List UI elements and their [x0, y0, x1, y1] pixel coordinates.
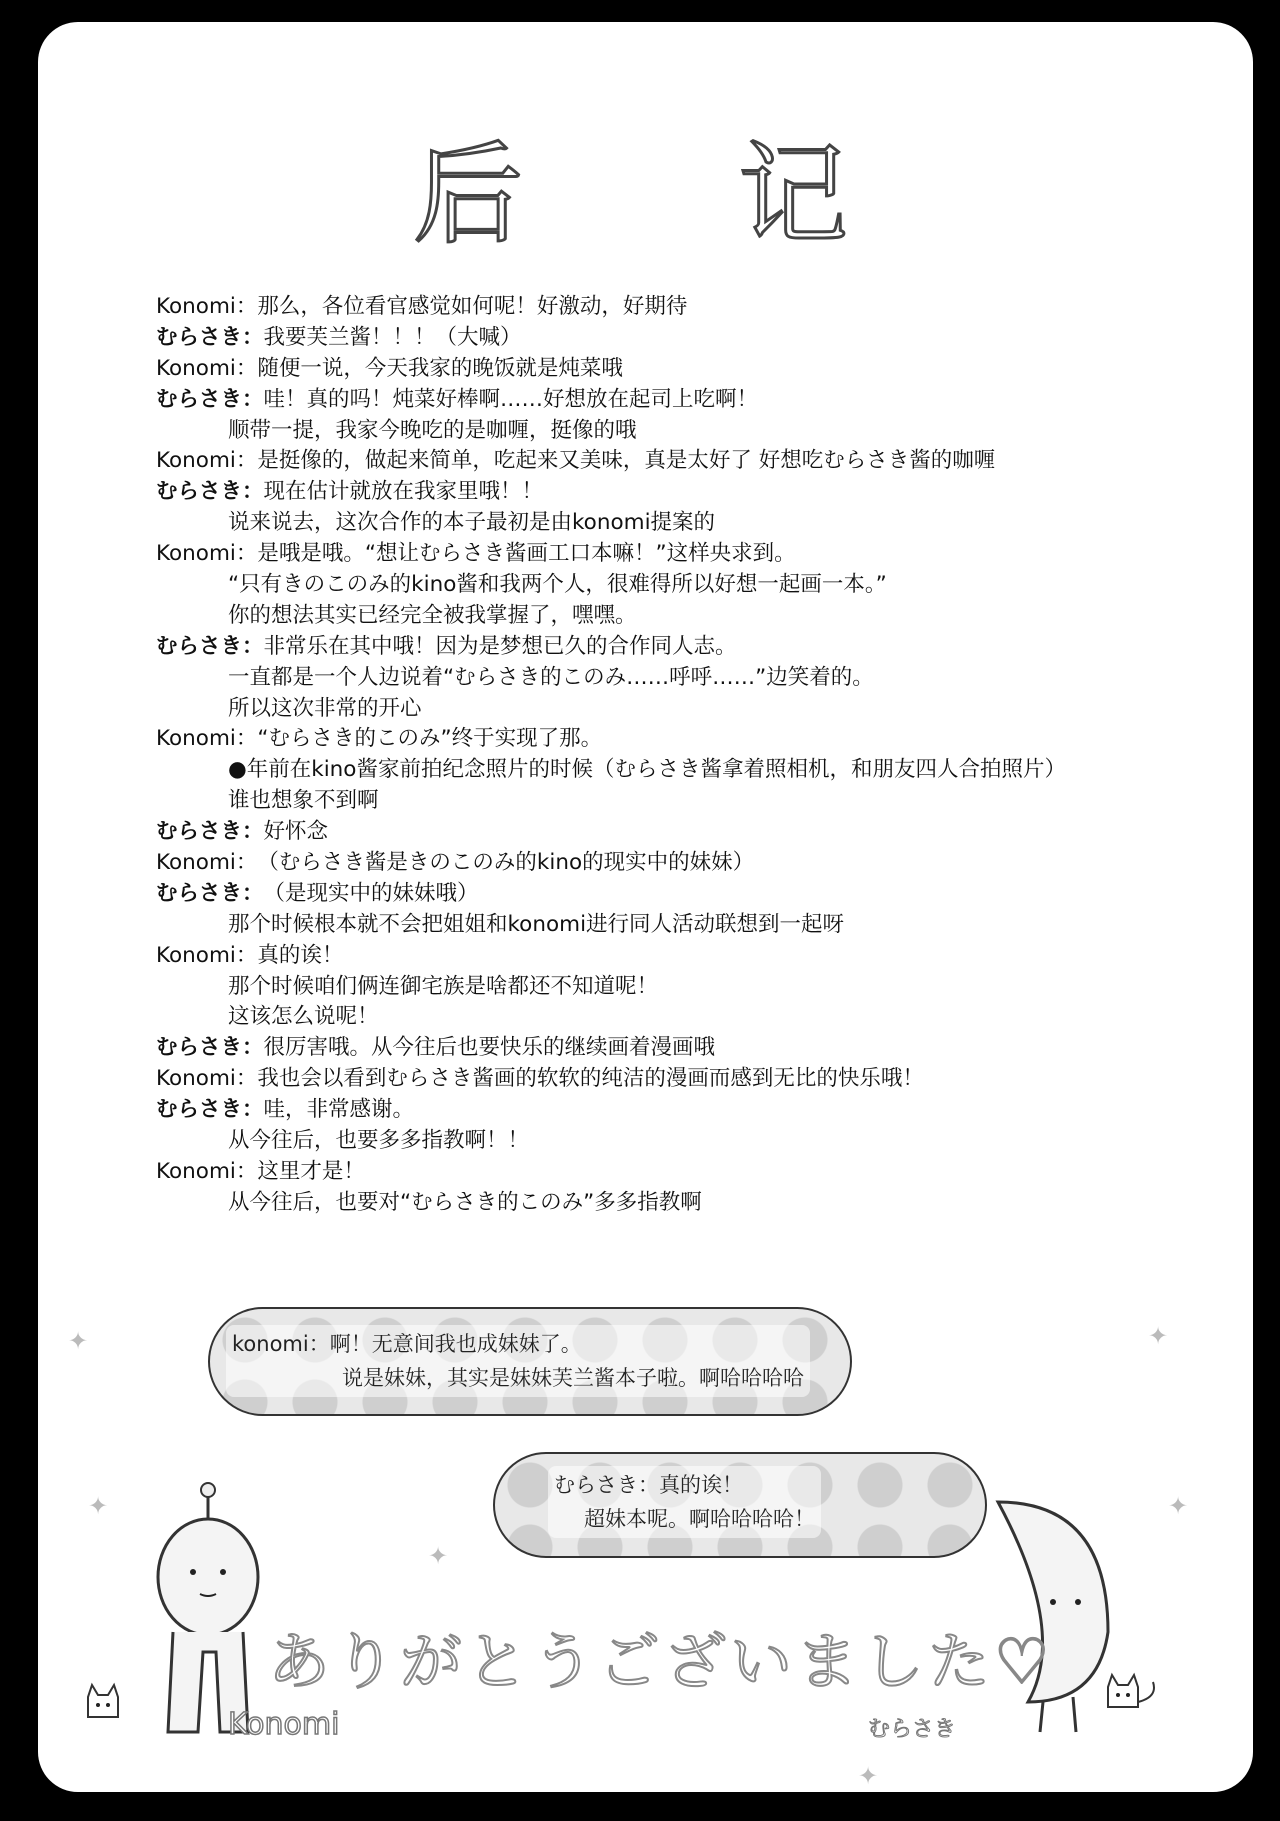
- sparkle-icon: ✦: [1168, 1492, 1189, 1520]
- dialog-text: “むらさき的このみ”终于实现了那。: [257, 726, 603, 752]
- dialog-line: [156, 632, 1216, 663]
- speaker-label: むらさき：: [156, 479, 264, 505]
- dialog-line: [156, 1188, 1216, 1219]
- bubble-text-konomi: [226, 1325, 810, 1397]
- dialog-line: [156, 385, 1216, 416]
- dialog-line: [156, 755, 1216, 786]
- dialog-text: （是现实中的妹妹哦）: [263, 880, 479, 906]
- dialog-line: [156, 1126, 1216, 1157]
- bubble-line: 说是妹妹，其实是妹妹芙兰酱本子啦。啊哈哈哈哈: [342, 1366, 804, 1390]
- speaker-label: むらさき：: [156, 880, 264, 906]
- dialog-line: [156, 539, 1216, 570]
- speaker-label: Konomi：: [156, 1158, 258, 1184]
- dialog-line: [156, 292, 1216, 323]
- dialog-line: [156, 1095, 1216, 1126]
- dialog-text: 好怀念: [263, 819, 329, 845]
- dialog-line: [156, 446, 1216, 477]
- dialog-text: ●年前在kino酱家前拍纪念照片的时候（むらさき酱拿着照相机，和朋友四人合拍照片）: [228, 757, 1066, 783]
- dialog-text: 非常乐在其中哦！因为是梦想已久的合作同人志。: [263, 633, 737, 659]
- sparkle-icon: ✦: [858, 1762, 879, 1790]
- speaker-label: むらさき：: [156, 386, 264, 412]
- cat-icon: [1098, 1667, 1168, 1722]
- speaker-label: Konomi：: [156, 355, 258, 381]
- dialog-line: [156, 1033, 1216, 1064]
- dialog-text: （むらさき酱是きのこのみ的kino的现实中的妹妹）: [257, 850, 755, 876]
- dialog-line: [156, 848, 1216, 879]
- alien-character-icon: [128, 1482, 288, 1742]
- dialog-line: [156, 817, 1216, 848]
- bubble-line: konomi：啊！无意间我也成妹妹了。: [232, 1332, 582, 1356]
- dialog-line: [156, 570, 1216, 601]
- dialog-text: 我也会以看到むらさき酱画的软软的纯洁的漫画而感到无比的快乐哦！: [257, 1066, 924, 1092]
- sparkle-icon: ✦: [68, 1327, 89, 1355]
- dialog-text: 我要芙兰酱！！！（大喊）: [263, 324, 522, 350]
- dialog-text: 所以这次非常的开心: [228, 695, 422, 721]
- dialog-line: [156, 1064, 1216, 1095]
- dialog-text: 现在估计就放在我家里哦！！: [263, 479, 544, 505]
- dialog-block: [156, 292, 1216, 1219]
- dialog-line: [156, 477, 1216, 508]
- dialog-line: [156, 786, 1216, 817]
- sparkle-icon: ✦: [1148, 1322, 1169, 1350]
- dialog-text: 很厉害哦。从今往后也要快乐的继续画着漫画哦: [263, 1035, 716, 1061]
- dialog-text: “只有きのこのみ的kino酱和我两个人，很难得所以好想一起画一本。”: [228, 572, 887, 598]
- dialog-line: [156, 910, 1216, 941]
- dialog-text: 是挺像的，做起来简单，吃起来又美味，真是太好了 好想吃むらさき酱的咖喱: [257, 448, 996, 474]
- speaker-label: むらさき：: [156, 1097, 264, 1123]
- speaker-label: Konomi：: [156, 294, 258, 319]
- dialog-line: [156, 694, 1216, 725]
- signature-murasaki: むらさき: [868, 1717, 957, 1742]
- dialog-line: [156, 416, 1216, 447]
- signature-konomi: Konomi: [228, 1707, 340, 1742]
- dialog-text: 从今往后，也要对“むらさき的このみ”多多指教啊: [228, 1189, 702, 1215]
- bubble-text-murasaki: [548, 1466, 821, 1538]
- dialog-text: 那个时候根本就不会把姐姐和konomi进行同人活动联想到一起呀: [228, 911, 845, 937]
- dialog-text: 你的想法其实已经完全被我掌握了，嘿嘿。: [228, 602, 637, 628]
- dialog-text: 一直都是一个人边说着“むらさき的このみ……呼呼……”边笑着的。: [228, 664, 874, 690]
- dialog-text: 哇！真的吗！炖菜好棒啊……好想放在起司上吃啊！: [263, 386, 759, 412]
- speaker-label: Konomi：: [156, 850, 258, 876]
- speaker-label: むらさき：: [156, 633, 264, 659]
- dialog-line: [156, 323, 1216, 354]
- dialog-text: 哇，非常感谢。: [263, 1097, 415, 1123]
- dialog-text: 说来说去，这次合作的本子最初是由konomi提案的: [228, 510, 716, 536]
- bubble-line: むらさき：真的诶！: [554, 1473, 743, 1497]
- speaker-label: むらさき：: [156, 324, 264, 350]
- dialog-text: 顺带一提，我家今晚吃的是咖喱，挺像的哦: [228, 417, 637, 443]
- bubble-line: 超妹本呢。啊哈哈哈哈！: [584, 1507, 815, 1531]
- thanks-message: ありがとうございました♡: [268, 1625, 1054, 1698]
- dialog-line: [156, 1157, 1216, 1188]
- dialog-line: [156, 601, 1216, 632]
- dialog-line: [156, 724, 1216, 755]
- dialog-text: 真的诶！: [257, 942, 344, 968]
- sparkle-icon: ✦: [428, 1542, 449, 1570]
- cat-icon: [78, 1677, 138, 1727]
- afterword-page: [38, 22, 1253, 1792]
- dialog-line: [156, 1002, 1216, 1033]
- dialog-text: 谁也想象不到啊: [228, 788, 379, 814]
- dialog-text: 随便一说，今天我家的晚饭就是炖菜哦: [257, 355, 623, 381]
- dialog-line: [156, 663, 1216, 694]
- speaker-label: Konomi：: [156, 942, 258, 968]
- speaker-label: Konomi：: [156, 448, 258, 474]
- speaker-label: Konomi：: [156, 1066, 258, 1092]
- speaker-label: Konomi：: [156, 541, 258, 567]
- dialog-line: [156, 354, 1216, 385]
- dialog-line: [156, 508, 1216, 539]
- sparkle-icon: ✦: [88, 1492, 109, 1520]
- page-title: 后 记: [413, 131, 938, 259]
- dialog-text: 这该怎么说呢！: [228, 1004, 379, 1030]
- speaker-label: むらさき：: [156, 1035, 264, 1061]
- dialog-line: [156, 941, 1216, 972]
- dialog-text: 那么，各位看官感觉如何呢！好激动，好期待: [257, 294, 688, 319]
- dialog-text: 那个时候咱们俩连御宅族是啥都还不知道呢！: [228, 973, 659, 999]
- dialog-text: 从今往后，也要多多指教啊！！: [228, 1128, 530, 1154]
- speaker-label: むらさき：: [156, 819, 264, 845]
- dialog-line: [156, 879, 1216, 910]
- dialog-text: 是哦是哦。“想让むらさき酱画工口本嘛！”这样央求到。: [257, 541, 796, 567]
- dialog-text: 这里才是！: [257, 1158, 365, 1184]
- speaker-label: Konomi：: [156, 726, 258, 752]
- dialog-line: [156, 972, 1216, 1003]
